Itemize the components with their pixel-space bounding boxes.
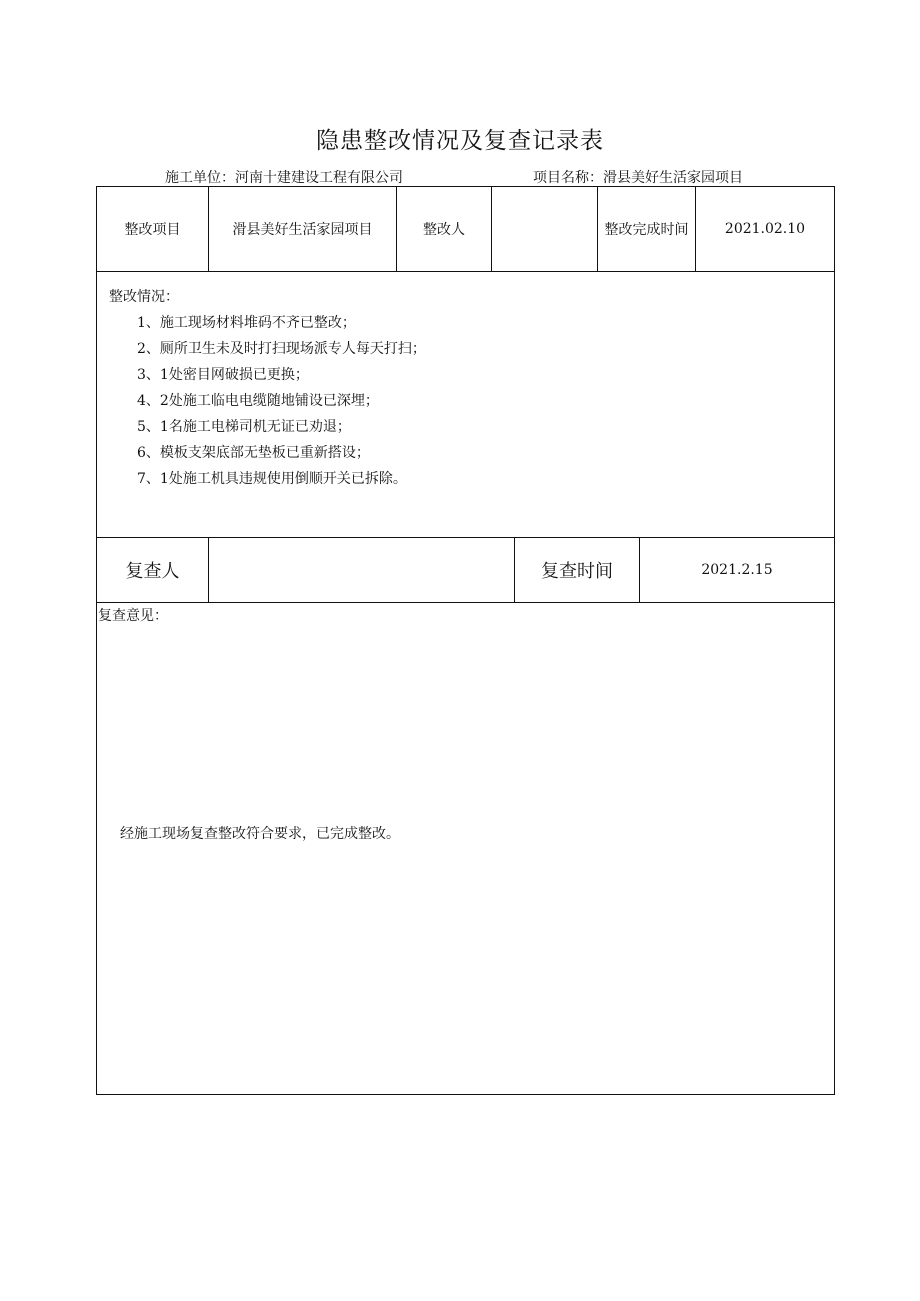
project-name: 项目名称：滑县美好生活家园项目 xyxy=(533,170,743,186)
opinion-text: 经施工现场复查整改符合要求，已完成整改。 xyxy=(120,826,400,842)
list-item: 7、1处施工机具违规使用倒顺开关已拆除。 xyxy=(137,471,407,487)
rectification-info-row xyxy=(97,187,834,272)
list-item: 6、模板支架底部无垫板已重新搭设； xyxy=(137,445,370,461)
reviewer-value xyxy=(209,538,515,602)
reviewer-label: 复查人 xyxy=(97,538,209,602)
opinion-label: 复查意见： xyxy=(98,608,168,624)
completion-time-value: 2021.02.10 xyxy=(724,221,806,237)
review-time-value: 2021.2.15 xyxy=(701,562,773,578)
list-item: 5、1名施工电梯司机无证已劝退； xyxy=(137,419,351,435)
review-time-label: 复查时间 xyxy=(515,538,640,602)
construction-unit: 施工单位：河南十建建设工程有限公司 xyxy=(165,170,403,186)
list-item: 2、厕所卫生未及时打扫现场派专人每天打扫； xyxy=(137,341,426,357)
record-form xyxy=(96,186,835,1095)
completion-time-label: 整改完成时间 xyxy=(598,187,696,271)
review-info-row xyxy=(97,538,834,603)
page-title: 隐患整改情况及复查记录表 xyxy=(316,128,604,154)
list-item: 4、2处施工临电电缆随地铺设已深埋； xyxy=(137,393,379,409)
rectification-item-label: 整改项目 xyxy=(97,187,209,271)
review-opinion-section xyxy=(97,603,834,1094)
situation-list xyxy=(137,310,426,492)
rectification-item-value: 滑县美好生活家园项目 xyxy=(209,187,397,271)
rectifier-value xyxy=(492,187,598,271)
situation-label: 整改情况： xyxy=(109,289,179,305)
list-item: 1、施工现场材料堆码不齐已整改； xyxy=(137,315,356,331)
rectifier-label: 整改人 xyxy=(397,187,492,271)
rectification-situation-section xyxy=(97,272,834,538)
list-item: 3、1处密目网破损已更换； xyxy=(137,367,309,383)
